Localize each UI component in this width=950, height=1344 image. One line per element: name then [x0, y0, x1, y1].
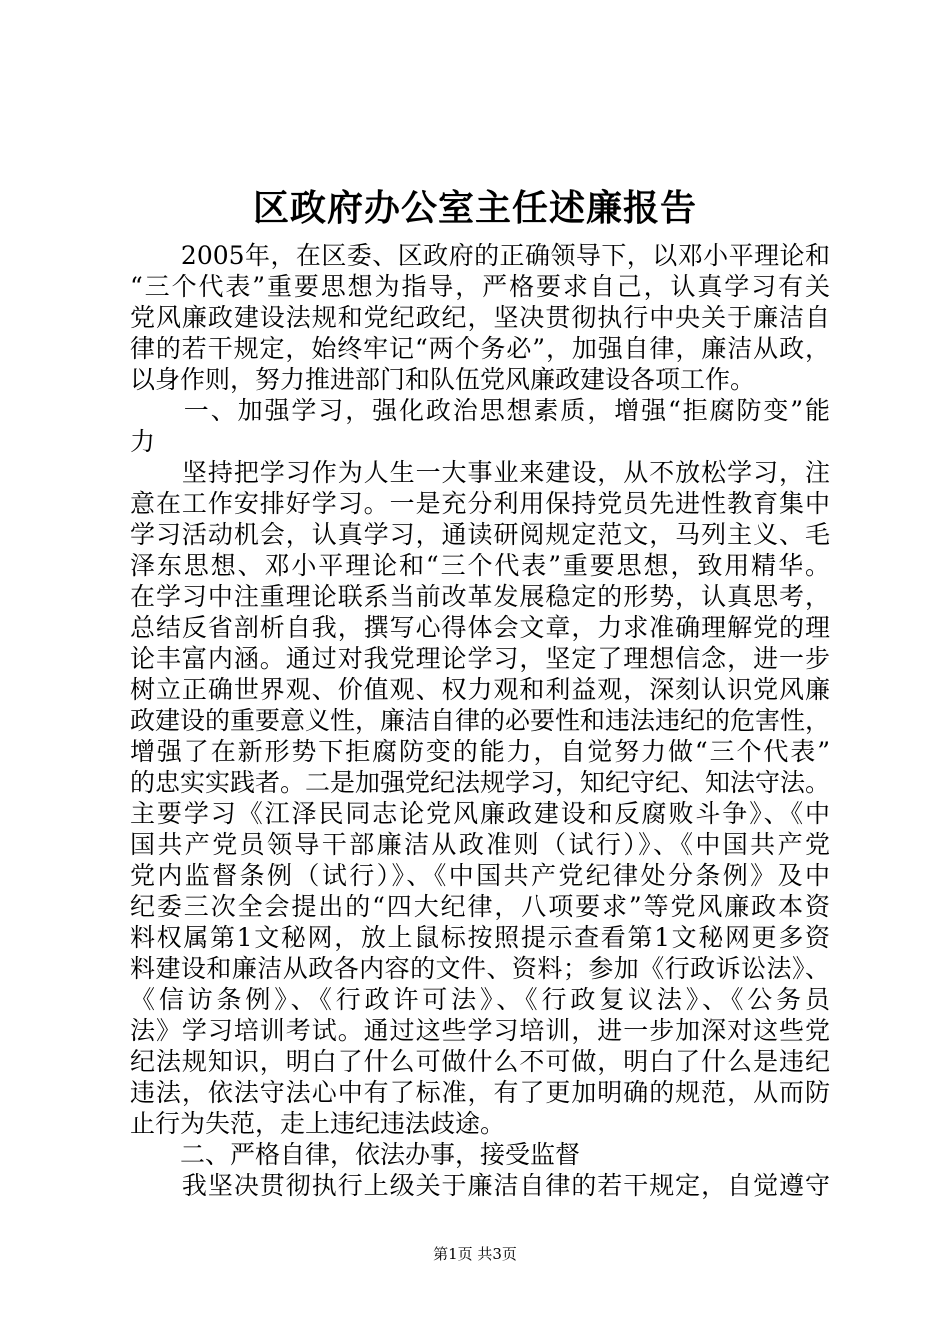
body-line: 学习活动机会，认真学习，通读研阅规定范文，马列主义、毛 — [130, 520, 830, 549]
body-line: 主要学习《江泽民同志论党风廉政建设和反腐败斗争》、《中 — [130, 799, 830, 828]
body-line: 纪法规知识，明白了什么可做什么不可做，明白了什么是违纪 — [130, 1047, 830, 1076]
body-line: 党风廉政建设法规和党纪政纪，坚决贯彻执行中央关于廉洁自 — [130, 303, 830, 332]
body-line: 意在工作安排好学习。一是充分利用保持党员先进性教育集中 — [130, 489, 830, 518]
body-line: “三个代表”重要思想为指导，严格要求自己，认真学习有关 — [130, 272, 830, 301]
body-line: 违法，依法守法心中有了标准，有了更加明确的规范，从而防 — [130, 1078, 830, 1107]
body-line: 在学习中注重理论联系当前改革发展稳定的形势，认真思考， — [130, 582, 830, 611]
body-line: 国共产党员领导干部廉洁从政准则（试行）》、《中国共产党 — [130, 830, 830, 859]
body-line: 料权属第1文秘网，放上鼠标按照提示查看第1文秘网更多资 — [130, 923, 830, 952]
body-line: 党内监督条例（试行）》、《中国共产党纪律处分条例》及中 — [130, 861, 830, 890]
body-line: 二、严格自律，依法办事，接受监督 — [130, 1140, 581, 1169]
body-line: 力 — [130, 427, 156, 456]
body-line: 2005年，在区委、区政府的正确领导下，以邓小平理论和 — [130, 241, 830, 270]
document-body — [130, 240, 830, 1201]
page-footer: 第1页 共3页 — [433, 1245, 517, 1263]
body-line: 一、加强学习，强化政治思想素质，增强“拒腐防变”能 — [130, 396, 830, 425]
body-line: 的忠实实践者。二是加强党纪法规学习，知纪守纪、知法守法。 — [130, 768, 831, 797]
body-line: 止行为失范，走上违纪违法歧途。 — [130, 1109, 506, 1138]
body-line: 树立正确世界观、价值观、权力观和利益观，深刻认识党风廉 — [130, 675, 830, 704]
body-line: 增强了在新形势下拒腐防变的能力，自觉努力做“三个代表” — [130, 737, 830, 766]
body-line: 法》学习培训考试。通过这些学习培训，进一步加深对这些党 — [130, 1016, 830, 1045]
body-line: 料建设和廉洁从政各内容的文件、资料；参加《行政诉讼法》、 — [130, 954, 830, 983]
body-line: 以身作则，努力推进部门和队伍党风廉政建设各项工作。 — [130, 365, 756, 394]
body-line: 坚持把学习作为人生一大事业来建设，从不放松学习，注 — [130, 458, 830, 487]
body-line: 律的若干规定，始终牢记“两个务必”，加强自律，廉洁从政， — [130, 334, 830, 363]
body-line: 纪委三次全会提出的“四大纪律，八项要求”等党风廉政本资 — [130, 892, 830, 921]
document-title: 区政府办公室主任述廉报告 — [252, 187, 697, 229]
body-line: 论丰富内涵。通过对我党理论学习，坚定了理想信念，进一步 — [130, 644, 830, 673]
body-line: 总结反省剖析自我，撰写心得体会文章，力求准确理解党的理 — [130, 613, 830, 642]
body-line: 我坚决贯彻执行上级关于廉洁自律的若干规定，自觉遵守 — [130, 1171, 830, 1200]
body-line: 政建设的重要意义性，廉洁自律的必要性和违法违纪的危害性， — [130, 706, 831, 735]
body-line: 《信访条例》、《行政许可法》、《行政复议法》、《公务员 — [130, 985, 830, 1014]
body-line: 泽东思想、邓小平理论和“三个代表”重要思想，致用精华。 — [130, 551, 830, 580]
